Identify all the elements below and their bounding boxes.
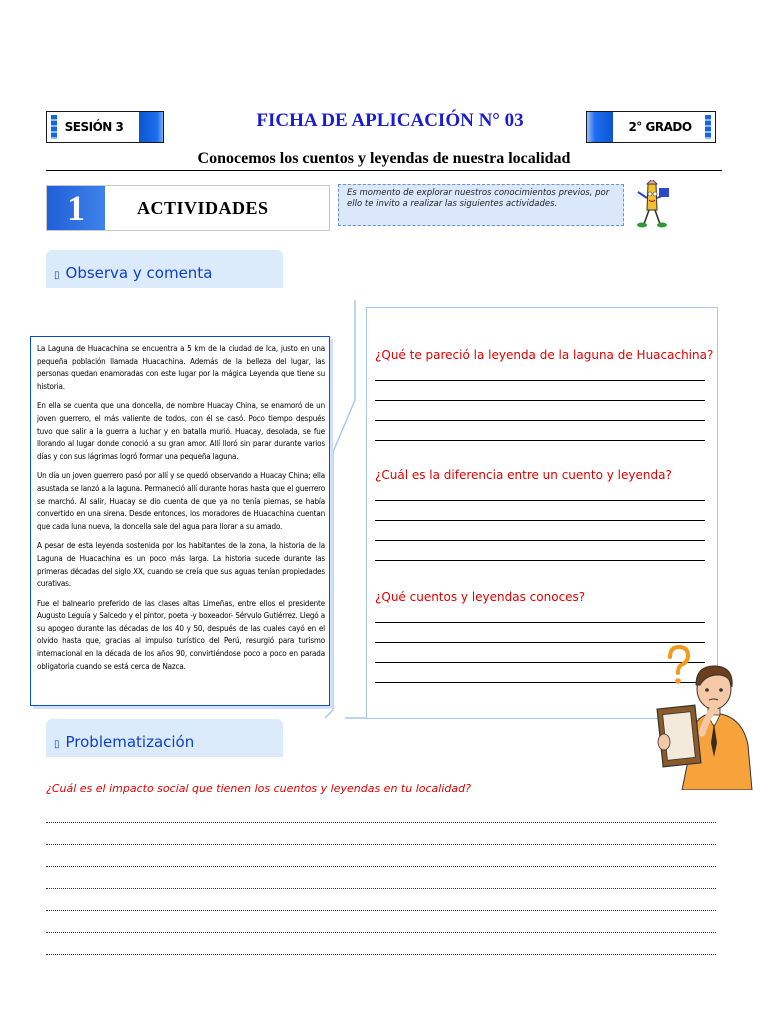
activity-number: 1 bbox=[47, 186, 105, 230]
thinking-man-icon bbox=[652, 645, 760, 790]
story-paragraph: A pesar de esta leyenda sostenida por los habitantes de la zona, la historia de la Laguna de Huacachina es un poco más larga. La historia sucede durante las primeras décadas del siglo XX, cuando se creía que sus aguas tenían propiedades curativas. bbox=[37, 541, 325, 589]
answer-line[interactable] bbox=[375, 400, 705, 401]
answer-line[interactable] bbox=[375, 622, 705, 623]
answer-dotted-line[interactable] bbox=[46, 822, 716, 823]
session-tag bbox=[46, 111, 164, 143]
activities-header bbox=[46, 185, 330, 231]
pencil-mascot-icon bbox=[630, 180, 674, 230]
page-title: FICHA DE APLICACIÓN N° 03 bbox=[256, 110, 524, 131]
answer-line[interactable] bbox=[375, 540, 705, 541]
answer-line[interactable] bbox=[375, 420, 705, 421]
activities-title: ACTIVIDADES bbox=[137, 197, 269, 218]
story-paragraph: Fue el balneario preferido de las clases altas Limeñas, entre ellos el presidente Augusto Leguía y Salcedo y el pintor, poeta -y boxeador- Sérvulo Gutiérrez. Llegó a su apogeo durante las décadas de los 40 y 50, después de las cuales cayó en el olvido hasta que, gracias al impulso turístico del Perú, resurgió para turismo internacional en la década de los años 90, convirtiéndose poco a poco en parada obligatoria cuando se está cerca de Nazca. bbox=[37, 598, 325, 671]
answer-line[interactable] bbox=[375, 560, 705, 561]
problem-section-tab bbox=[46, 719, 283, 757]
question-mark-icon bbox=[670, 647, 688, 684]
header-divider bbox=[46, 170, 722, 171]
grade-label: 2° GRADO bbox=[628, 120, 692, 134]
observe-section-tab bbox=[46, 250, 283, 288]
answer-line[interactable] bbox=[375, 440, 705, 441]
answer-dotted-line[interactable] bbox=[46, 954, 716, 955]
intro-note: Es momento de explorar nuestros conocimientos previos, por ello te invito a realizar las siguientes actividades. bbox=[338, 184, 624, 226]
question-3: ¿Qué cuentos y leyendas conoces? bbox=[375, 590, 586, 604]
story-paragraph: Un día un joven guerrero pasó por allí y se quedó observando a Huacay China; ella asustada se lanzó a la laguna. Permaneció allí durante horas hasta que el guerrero se marchó. Al salir, Huacay se dio cuenta de que ya no tenía piernas, se había convertido en una sirena. Desde entonces, los moradores de Huacachina cuentan que cada luna nueva, la doncella sale del agua para llorar a su amado. bbox=[37, 471, 325, 531]
answer-dotted-line[interactable] bbox=[46, 888, 716, 889]
answer-dotted-line[interactable] bbox=[46, 844, 716, 845]
bullet-icon: ▯ bbox=[54, 739, 60, 750]
story-paragraph: En ella se cuenta que una doncella, de nombre Huacay China, se enamoró de un joven guerrero, el más valiente de todos, con él se casó. Poco tiempo después tuvo que salir a la guerra a luchar y en batalla murió. Huacay, desolada, se fue llorando al lugar donde conoció a su gran amor. Allí lloró sin parar durante varios días y con sus lágrimas logró formar una pequeña laguna. bbox=[37, 401, 325, 461]
problem-question: ¿Cuál es el impacto social que tienen los cuentos y leyendas en tu localidad? bbox=[46, 782, 471, 795]
answer-line[interactable] bbox=[375, 520, 705, 521]
page-subtitle: Conocemos los cuentos y leyendas de nuestra localidad bbox=[197, 150, 571, 167]
answer-line[interactable] bbox=[375, 380, 705, 381]
answer-dotted-line[interactable] bbox=[46, 932, 716, 933]
answer-dotted-line[interactable] bbox=[46, 910, 716, 911]
observe-heading: Observa y comenta bbox=[65, 264, 213, 282]
problem-heading: Problematización bbox=[65, 733, 195, 751]
bullet-icon: ▯ bbox=[54, 270, 60, 281]
answer-line[interactable] bbox=[375, 500, 705, 501]
session-label: SESIÓN 3 bbox=[64, 120, 124, 134]
answer-dotted-line[interactable] bbox=[46, 866, 716, 867]
question-2: ¿Cuál es la diferencia entre un cuento y leyenda? bbox=[375, 468, 672, 482]
story-text-box bbox=[30, 336, 330, 706]
grade-tag bbox=[586, 111, 716, 143]
answer-line[interactable] bbox=[375, 642, 705, 643]
question-1: ¿Qué te pareció la leyenda de la laguna de Huacachina? bbox=[375, 348, 714, 362]
story-paragraph: La Laguna de Huacachina se encuentra a 5 km de la ciudad de Ica, justo en una pequeña población llamada Huacachina. Además de la belleza del lugar, las personas quedan enamoradas con este lugar por la mágica Leyenda que tiene su historia. bbox=[37, 344, 325, 391]
